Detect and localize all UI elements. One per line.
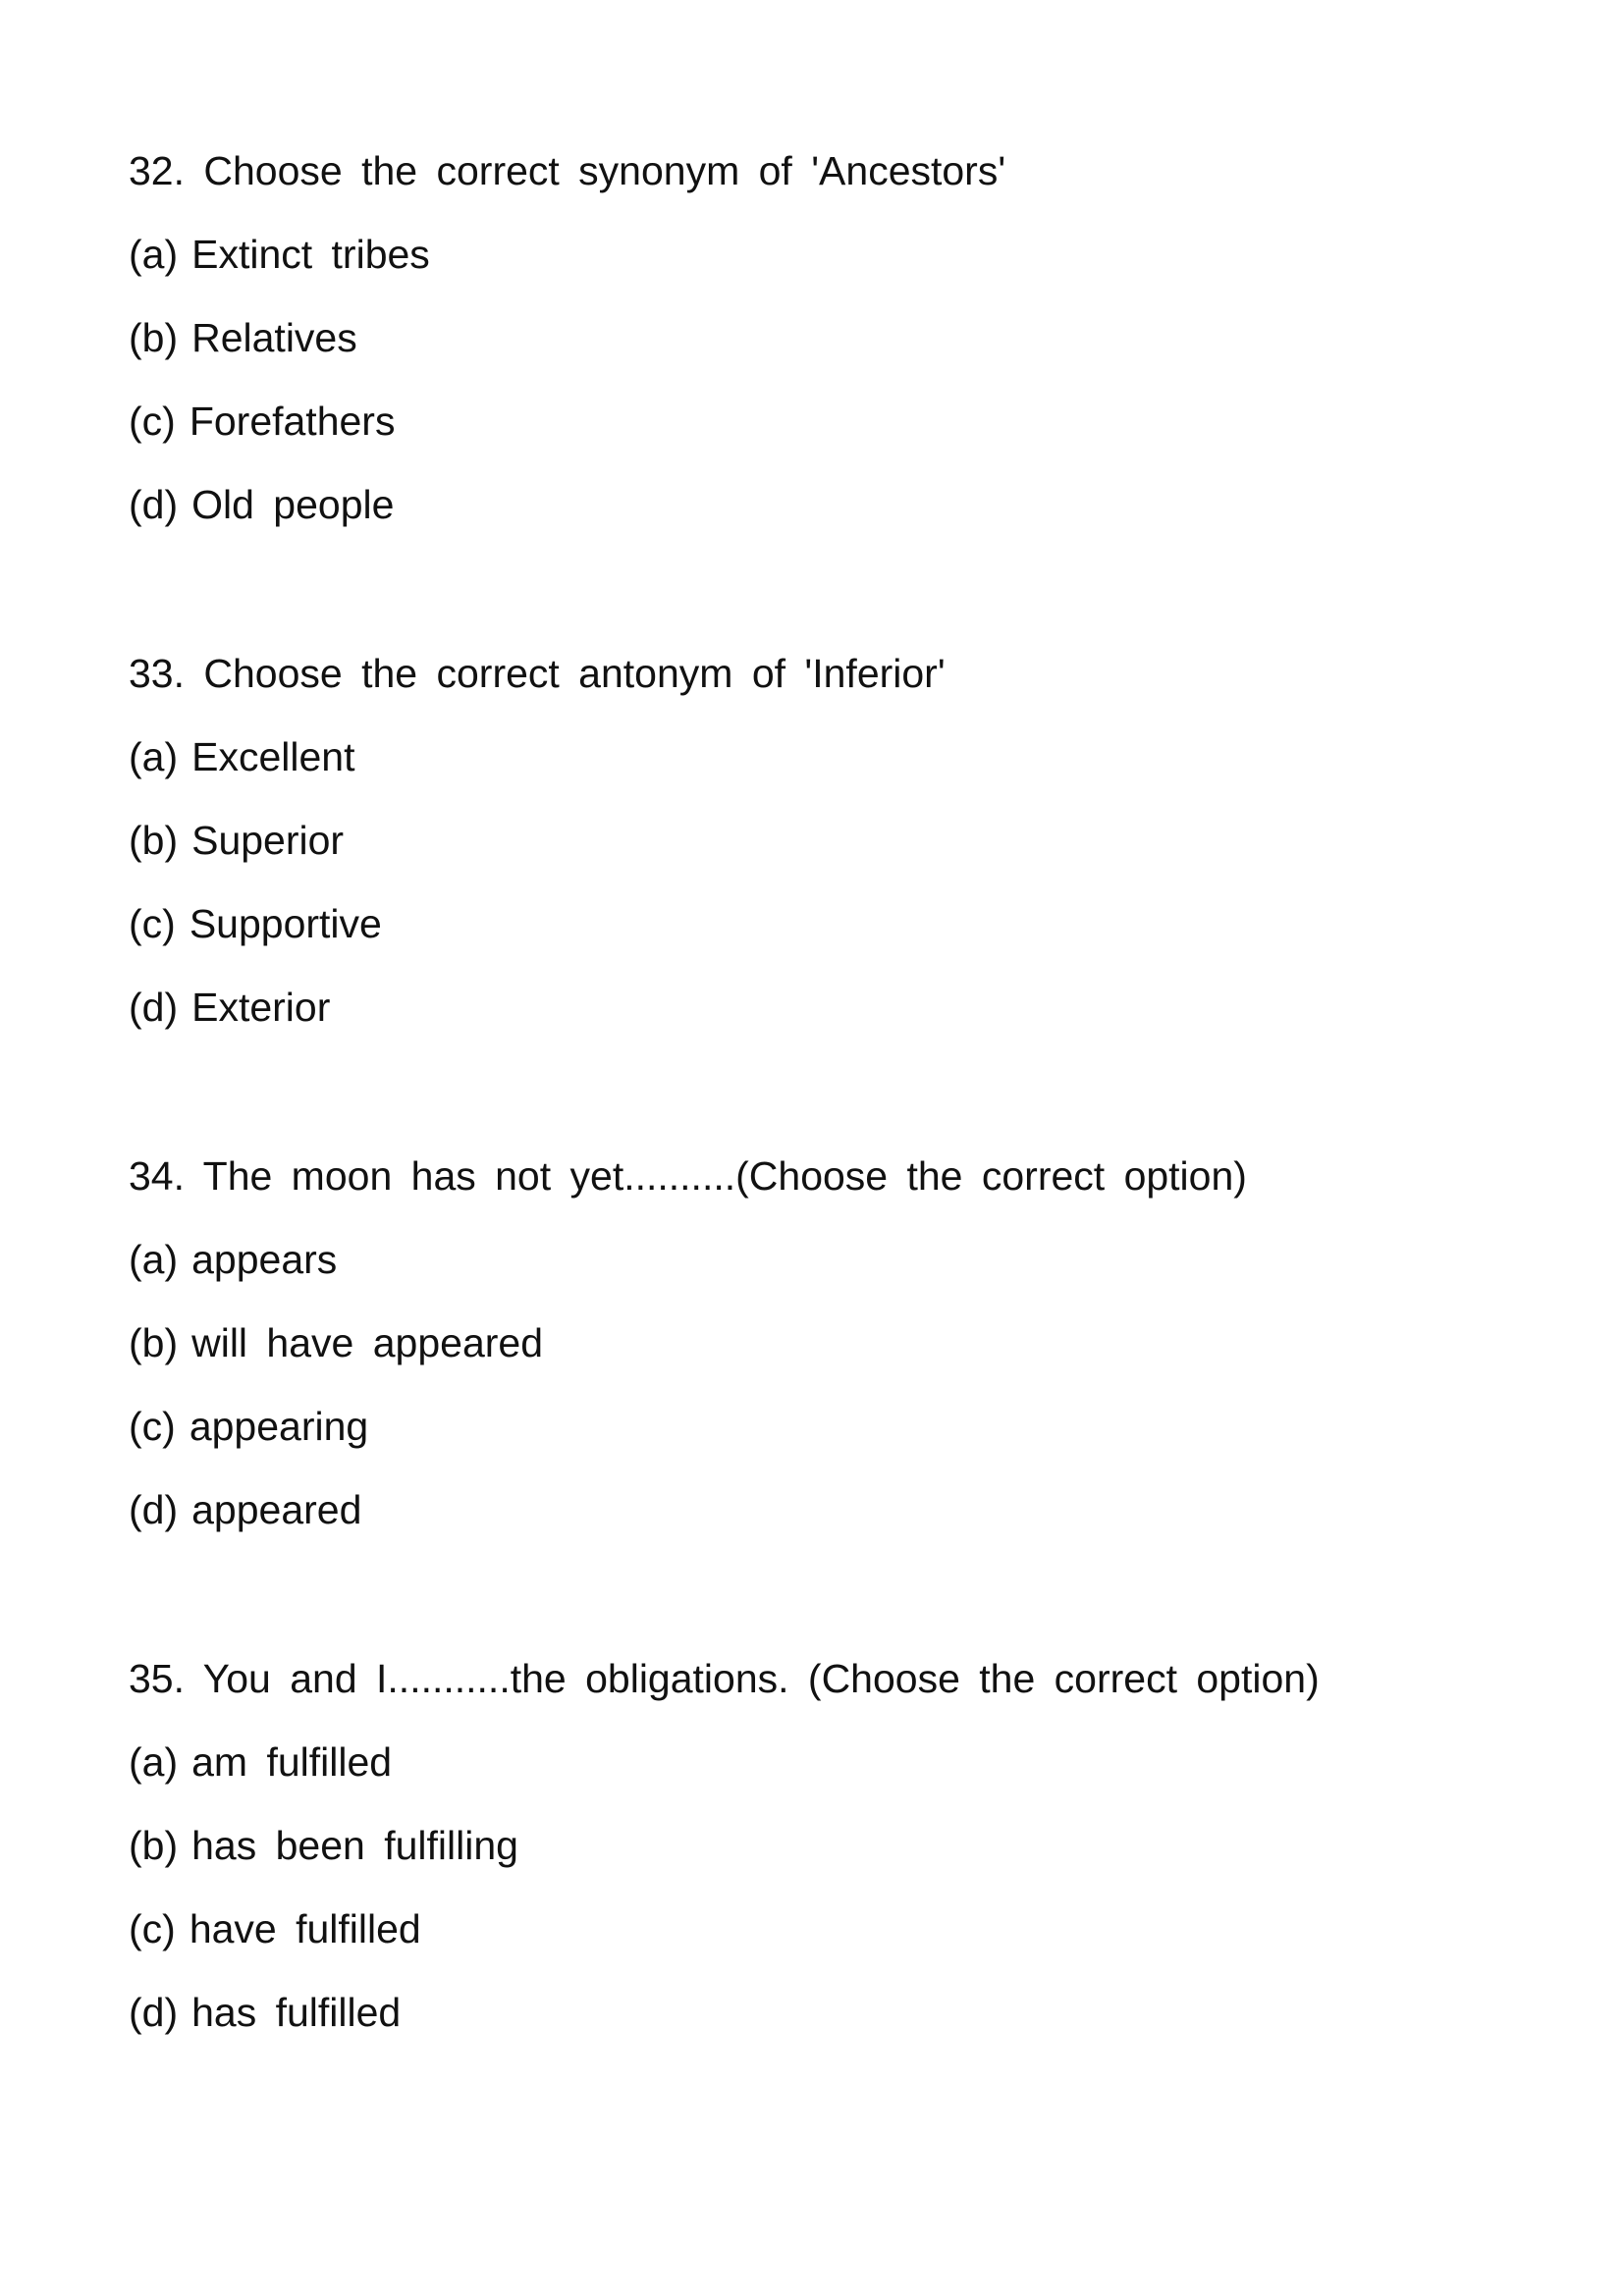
option-text: Supportive bbox=[189, 901, 382, 946]
option-label: (c) bbox=[129, 399, 176, 444]
option-c bbox=[129, 398, 1005, 481]
option-label: (b) bbox=[129, 818, 179, 863]
option-d bbox=[129, 1989, 1320, 2072]
question-stem: 35. You and I...........the obligations. (Choose the correct option) bbox=[129, 1656, 1320, 1701]
option-b bbox=[129, 1822, 1320, 1905]
question-stem: 32. Choose the correct synonym of 'Ancestors' bbox=[129, 148, 1006, 193]
option-text: Forefathers bbox=[189, 399, 396, 444]
option-label: (d) bbox=[129, 482, 179, 527]
option-label: (a) bbox=[129, 232, 179, 277]
option-text: Relatives bbox=[191, 315, 357, 360]
option-b bbox=[129, 314, 1005, 398]
option-a bbox=[129, 1236, 1247, 1319]
option-text: has fulfilled bbox=[191, 1990, 402, 2035]
option-c bbox=[129, 900, 946, 984]
question-32 bbox=[129, 147, 1005, 564]
option-label: (d) bbox=[129, 1990, 179, 2035]
option-a bbox=[129, 231, 1005, 314]
option-d bbox=[129, 481, 1005, 564]
option-c bbox=[129, 1905, 1320, 1989]
option-text: appears bbox=[191, 1237, 338, 1282]
option-c bbox=[129, 1403, 1247, 1486]
option-text: Extinct tribes bbox=[191, 232, 430, 277]
option-text: Excellent bbox=[191, 734, 355, 779]
option-b bbox=[129, 1319, 1247, 1403]
option-label: (b) bbox=[129, 1320, 179, 1365]
option-label: (a) bbox=[129, 1739, 179, 1785]
option-text: has been fulfilling bbox=[191, 1823, 518, 1868]
option-a bbox=[129, 733, 946, 817]
option-label: (d) bbox=[129, 985, 179, 1030]
option-text: Old people bbox=[191, 482, 395, 527]
option-label: (c) bbox=[129, 1906, 176, 1951]
option-label: (a) bbox=[129, 734, 179, 779]
question-35 bbox=[129, 1655, 1320, 2072]
option-text: appeared bbox=[191, 1487, 362, 1532]
option-label: (c) bbox=[129, 1404, 176, 1449]
option-text: Exterior bbox=[191, 985, 331, 1030]
option-label: (b) bbox=[129, 315, 179, 360]
option-text: Superior bbox=[191, 818, 345, 863]
option-label: (b) bbox=[129, 1823, 179, 1868]
option-label: (c) bbox=[129, 901, 176, 946]
option-d bbox=[129, 984, 946, 1067]
option-b bbox=[129, 817, 946, 900]
option-label: (a) bbox=[129, 1237, 179, 1282]
option-text: have fulfilled bbox=[189, 1906, 421, 1951]
option-text: will have appeared bbox=[191, 1320, 544, 1365]
option-a bbox=[129, 1738, 1320, 1822]
option-text: appearing bbox=[189, 1404, 369, 1449]
question-33 bbox=[129, 650, 946, 1067]
option-d bbox=[129, 1486, 1247, 1570]
question-stem: 33. Choose the correct antonym of 'Inferior' bbox=[129, 651, 946, 696]
question-stem: 34. The moon has not yet..........(Choose the correct option) bbox=[129, 1153, 1247, 1199]
question-34 bbox=[129, 1152, 1247, 1570]
option-label: (d) bbox=[129, 1487, 179, 1532]
option-text: am fulfilled bbox=[191, 1739, 393, 1785]
